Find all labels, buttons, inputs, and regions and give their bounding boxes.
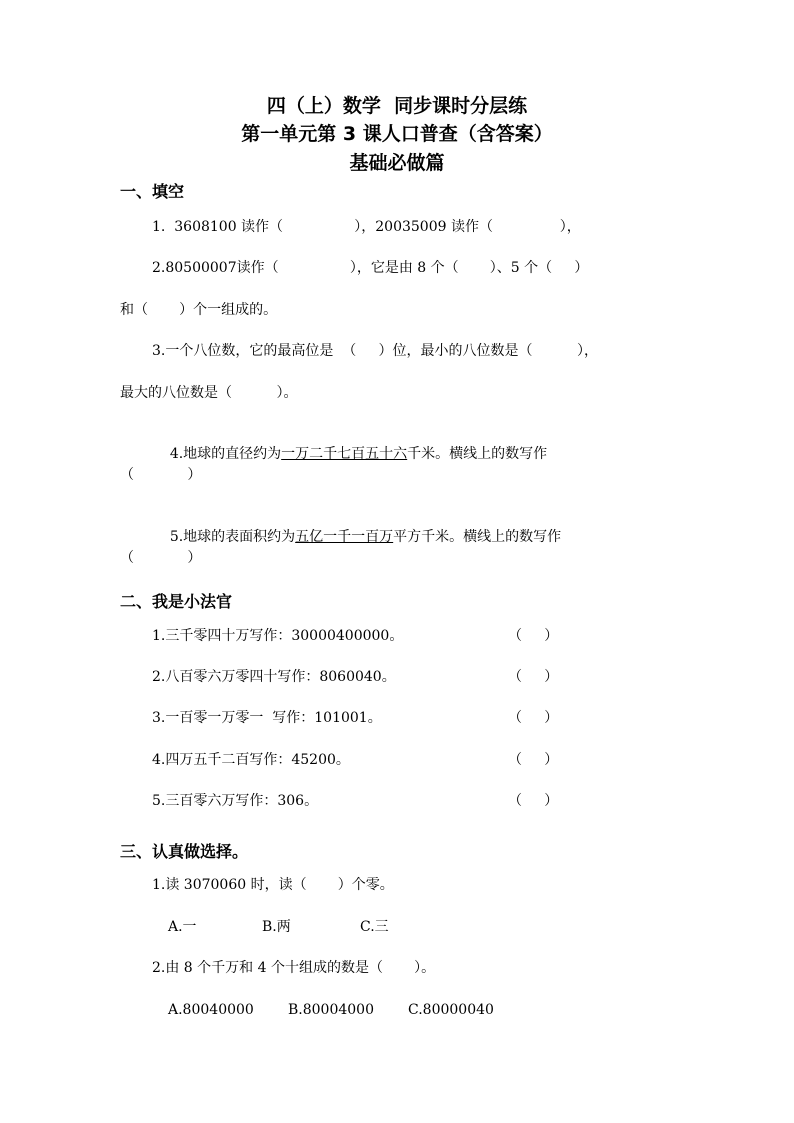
choice-option: B.80004000 xyxy=(288,1002,374,1018)
fill-question-2-cont: 和（ ）个一组成的。 xyxy=(120,302,278,318)
fill-question-4-post: 千米。横线上的数写作 xyxy=(407,446,548,462)
fill-question-3: 3.一个八位数，它的最高位是 （ ）位，最小的八位数是（ ）， xyxy=(152,343,599,359)
fill-question-5-post: 平方千米。横线上的数写作 xyxy=(393,529,562,545)
judge-paren: （ ） xyxy=(508,752,559,768)
judge-item: 1.三千零四十万写作：30000400000。 xyxy=(152,628,404,644)
fill-question-5 xyxy=(152,507,561,567)
judge-paren: （ ） xyxy=(508,669,559,685)
fill-question-1: 1. 3608100 读作（ ），20035009 读作（ ）， xyxy=(152,219,581,235)
fill-question-4-underlined: 一万二千七百五十六 xyxy=(281,446,408,462)
choice-option: B.两 xyxy=(262,919,291,935)
judge-paren: （ ） xyxy=(508,793,559,809)
fill-question-5-answer: （ ） xyxy=(120,550,202,566)
judge-item: 2.八百零六万零四十写作：8060040。 xyxy=(152,669,396,685)
fill-question-4 xyxy=(152,424,547,484)
choice-question-1: 1.读 3070060 时，读（ ）个零。 xyxy=(152,877,394,893)
fill-question-5-underlined: 五亿一千一百万 xyxy=(295,529,394,545)
judge-paren: （ ） xyxy=(508,628,559,644)
judge-paren: （ ） xyxy=(508,710,559,726)
fill-question-4-answer: （ ） xyxy=(120,467,202,483)
choice-option: C.三 xyxy=(360,919,389,935)
fill-question-5-pre: 5.地球的表面积约为 xyxy=(169,529,296,545)
fill-question-2: 2.80500007读作（ ），它是由 8 个（ ）、5 个（ ） xyxy=(152,260,589,276)
section-heading-fill: 一、填空 xyxy=(120,182,185,201)
choice-option: C.80000040 xyxy=(408,1002,494,1018)
judge-item: 4.四万五千二百写作：45200。 xyxy=(152,752,350,768)
section-heading-judge: 二、我是小法官 xyxy=(120,592,233,611)
lesson-title: 第一单元第 3 课人口普查（含答案） xyxy=(241,123,553,145)
judge-item: 5.三百零六万写作：306。 xyxy=(152,793,319,809)
fill-question-4-pre: 4.地球的直径约为 xyxy=(169,446,282,462)
fill-question-3-cont: 最大的八位数是（ ）。 xyxy=(120,385,298,401)
level-title: 基础必做篇 xyxy=(349,152,445,174)
choice-option: A.80040000 xyxy=(168,1002,254,1018)
page-title: 四（上）数学 同步课时分层练 xyxy=(266,95,528,117)
choice-option: A.一 xyxy=(168,919,197,935)
choice-question-2: 2.由 8 个千万和 4 个十组成的数是（ ）。 xyxy=(152,960,436,976)
section-heading-choice: 三、认真做选择。 xyxy=(120,842,249,861)
judge-item: 3.一百零一万零一 写作：101001。 xyxy=(152,710,382,726)
